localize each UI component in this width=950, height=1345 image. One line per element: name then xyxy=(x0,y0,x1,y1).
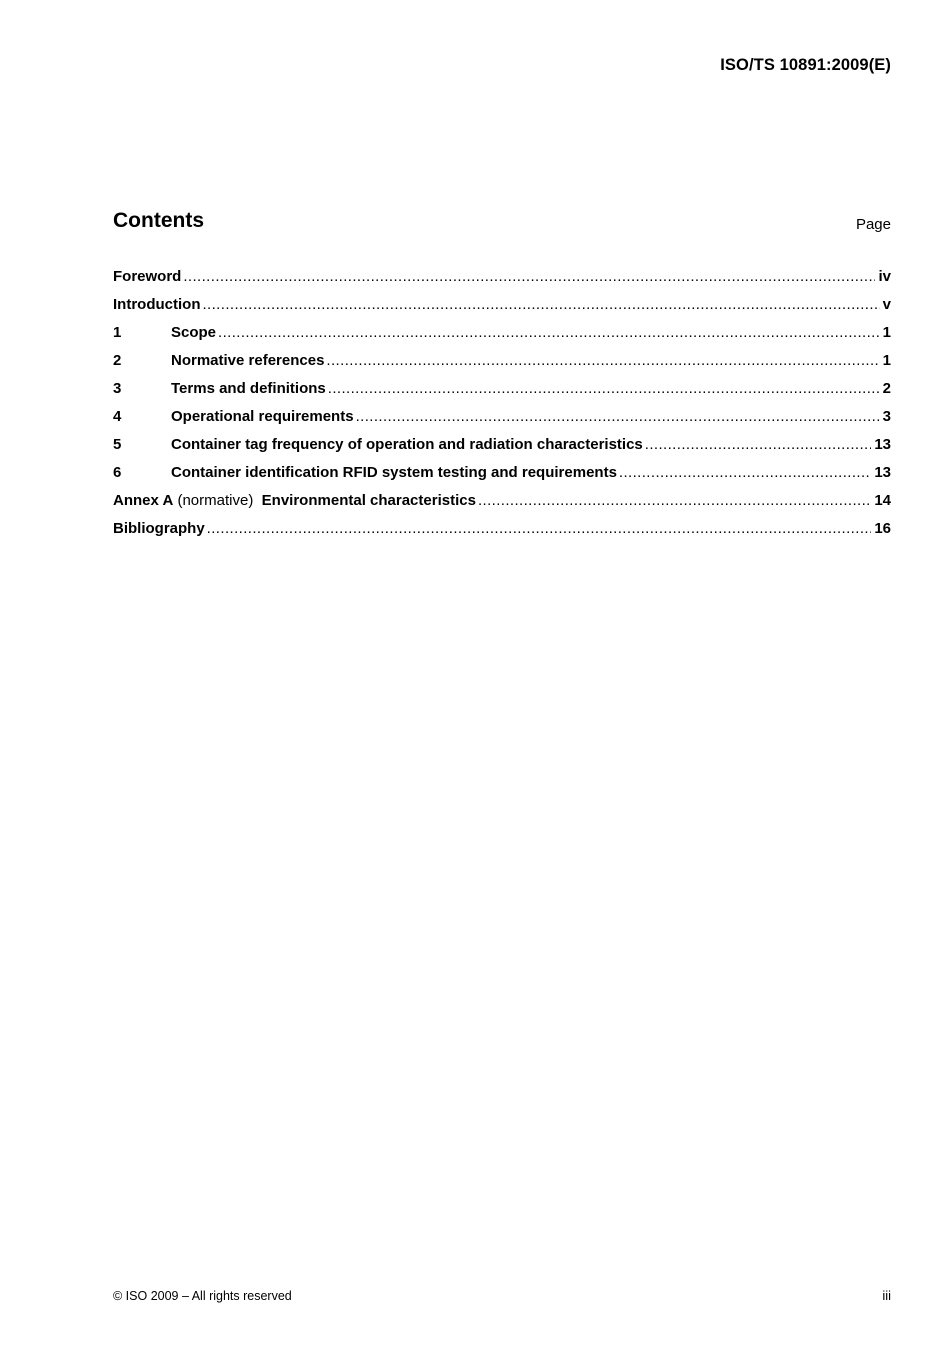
toc-entry-scope[interactable] xyxy=(113,324,891,352)
annex-label: Annex A xyxy=(113,492,174,509)
toc-entry-title: Introduction xyxy=(113,296,201,313)
toc-entry-container-tag-frequency[interactable] xyxy=(113,436,891,464)
toc-entry-bibliography[interactable] xyxy=(113,520,891,548)
page-column-label: Page xyxy=(855,216,891,233)
dot-leader xyxy=(218,324,880,341)
toc-entry-number: 2 xyxy=(113,352,122,369)
toc-entry-number: 4 xyxy=(113,408,122,425)
toc-entry-page: 13 xyxy=(874,436,891,453)
toc-entry-page: 1 xyxy=(882,324,891,341)
dot-leader xyxy=(478,492,871,509)
toc-entry-page: v xyxy=(882,296,891,313)
toc-entry-page: 16 xyxy=(874,520,891,537)
toc-entry-foreword[interactable] xyxy=(113,268,891,296)
toc-entry-terms-and-definitions[interactable] xyxy=(113,380,891,408)
toc-entry-title: Operational requirements xyxy=(171,408,354,425)
toc-entry-page: 2 xyxy=(882,380,891,397)
toc-entry-number: 3 xyxy=(113,380,122,397)
contents-heading: Contents xyxy=(113,209,204,232)
toc-entry-rfid-system-testing[interactable] xyxy=(113,464,891,492)
toc-entry-title: Container tag frequency of operation and radiation characteristics xyxy=(171,436,643,453)
toc-entry-title: Normative references xyxy=(171,352,325,369)
annex-type: (normative) xyxy=(177,492,254,509)
dot-leader xyxy=(326,352,879,369)
toc-entry-page: iv xyxy=(878,268,891,285)
toc-entry-number: 6 xyxy=(113,464,122,481)
dot-leader xyxy=(328,380,880,397)
toc-entry-page: 3 xyxy=(882,408,891,425)
toc-entry-number: 1 xyxy=(113,324,122,341)
toc-entry-title: Terms and definitions xyxy=(171,380,326,397)
toc-entry-number: 5 xyxy=(113,436,122,453)
document-id: ISO/TS 10891:2009(E) xyxy=(720,56,891,74)
toc-entry-annex-a[interactable] xyxy=(113,492,891,520)
toc-entry-page: 1 xyxy=(882,352,891,369)
dot-leader xyxy=(356,408,880,425)
toc-entry-title: Scope xyxy=(171,324,217,341)
toc-entry-normative-references[interactable] xyxy=(113,352,891,380)
toc-entry-introduction[interactable] xyxy=(113,296,891,324)
footer-copyright: © ISO 2009 – All rights reserved xyxy=(113,1289,292,1303)
toc-entry-page: 13 xyxy=(874,464,891,481)
dot-leader xyxy=(645,436,872,453)
dot-leader xyxy=(183,268,875,285)
toc-entry-title: Container identification RFID system testing and requirements xyxy=(171,464,617,481)
dot-leader xyxy=(619,464,871,481)
toc-entry-title: Foreword xyxy=(113,268,182,285)
dot-leader xyxy=(202,296,879,313)
footer-page-number: iii xyxy=(882,1288,891,1303)
toc-entry-operational-requirements[interactable] xyxy=(113,408,891,436)
annex-title: Environmental characteristics xyxy=(261,492,476,509)
table-of-contents xyxy=(113,268,891,548)
toc-entry-title: Bibliography xyxy=(113,520,205,537)
dot-leader xyxy=(207,520,872,537)
toc-entry-page: 14 xyxy=(874,492,891,509)
